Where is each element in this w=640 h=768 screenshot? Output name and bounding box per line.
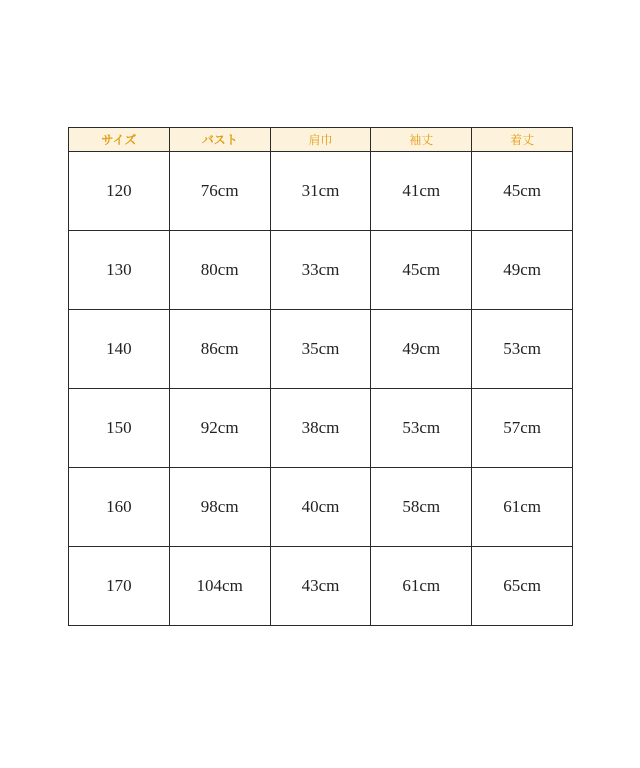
cell-sleeve-length: 41cm	[371, 152, 472, 231]
cell-size: 130	[69, 231, 170, 310]
header-row	[69, 128, 573, 152]
cell-body-length: 49cm	[472, 231, 573, 310]
size-chart-header	[69, 128, 573, 152]
cell-bust: 80cm	[169, 231, 270, 310]
header-body-length: 着丈	[472, 128, 573, 152]
cell-sleeve-length: 58cm	[371, 468, 472, 547]
table-row	[69, 231, 573, 310]
header-shoulder-width: 肩巾	[270, 128, 371, 152]
cell-size: 150	[69, 389, 170, 468]
cell-body-length: 65cm	[472, 547, 573, 626]
cell-bust: 98cm	[169, 468, 270, 547]
header-size: サイズ	[69, 128, 170, 152]
cell-body-length: 57cm	[472, 389, 573, 468]
cell-bust: 92cm	[169, 389, 270, 468]
cell-size: 160	[69, 468, 170, 547]
cell-sleeve-length: 45cm	[371, 231, 472, 310]
table-row	[69, 152, 573, 231]
cell-body-length: 53cm	[472, 310, 573, 389]
cell-shoulder-width: 43cm	[270, 547, 371, 626]
size-chart-body	[69, 152, 573, 626]
cell-sleeve-length: 61cm	[371, 547, 472, 626]
table-row	[69, 547, 573, 626]
cell-shoulder-width: 33cm	[270, 231, 371, 310]
header-bust: バスト	[169, 128, 270, 152]
cell-sleeve-length: 49cm	[371, 310, 472, 389]
cell-body-length: 61cm	[472, 468, 573, 547]
table-row	[69, 468, 573, 547]
cell-size: 140	[69, 310, 170, 389]
table-row	[69, 389, 573, 468]
cell-bust: 104cm	[169, 547, 270, 626]
cell-size: 120	[69, 152, 170, 231]
header-sleeve-length: 袖丈	[371, 128, 472, 152]
cell-bust: 86cm	[169, 310, 270, 389]
size-chart-table	[68, 127, 573, 626]
cell-bust: 76cm	[169, 152, 270, 231]
table-row	[69, 310, 573, 389]
cell-shoulder-width: 35cm	[270, 310, 371, 389]
cell-body-length: 45cm	[472, 152, 573, 231]
cell-shoulder-width: 31cm	[270, 152, 371, 231]
cell-size: 170	[69, 547, 170, 626]
cell-shoulder-width: 40cm	[270, 468, 371, 547]
cell-shoulder-width: 38cm	[270, 389, 371, 468]
cell-sleeve-length: 53cm	[371, 389, 472, 468]
